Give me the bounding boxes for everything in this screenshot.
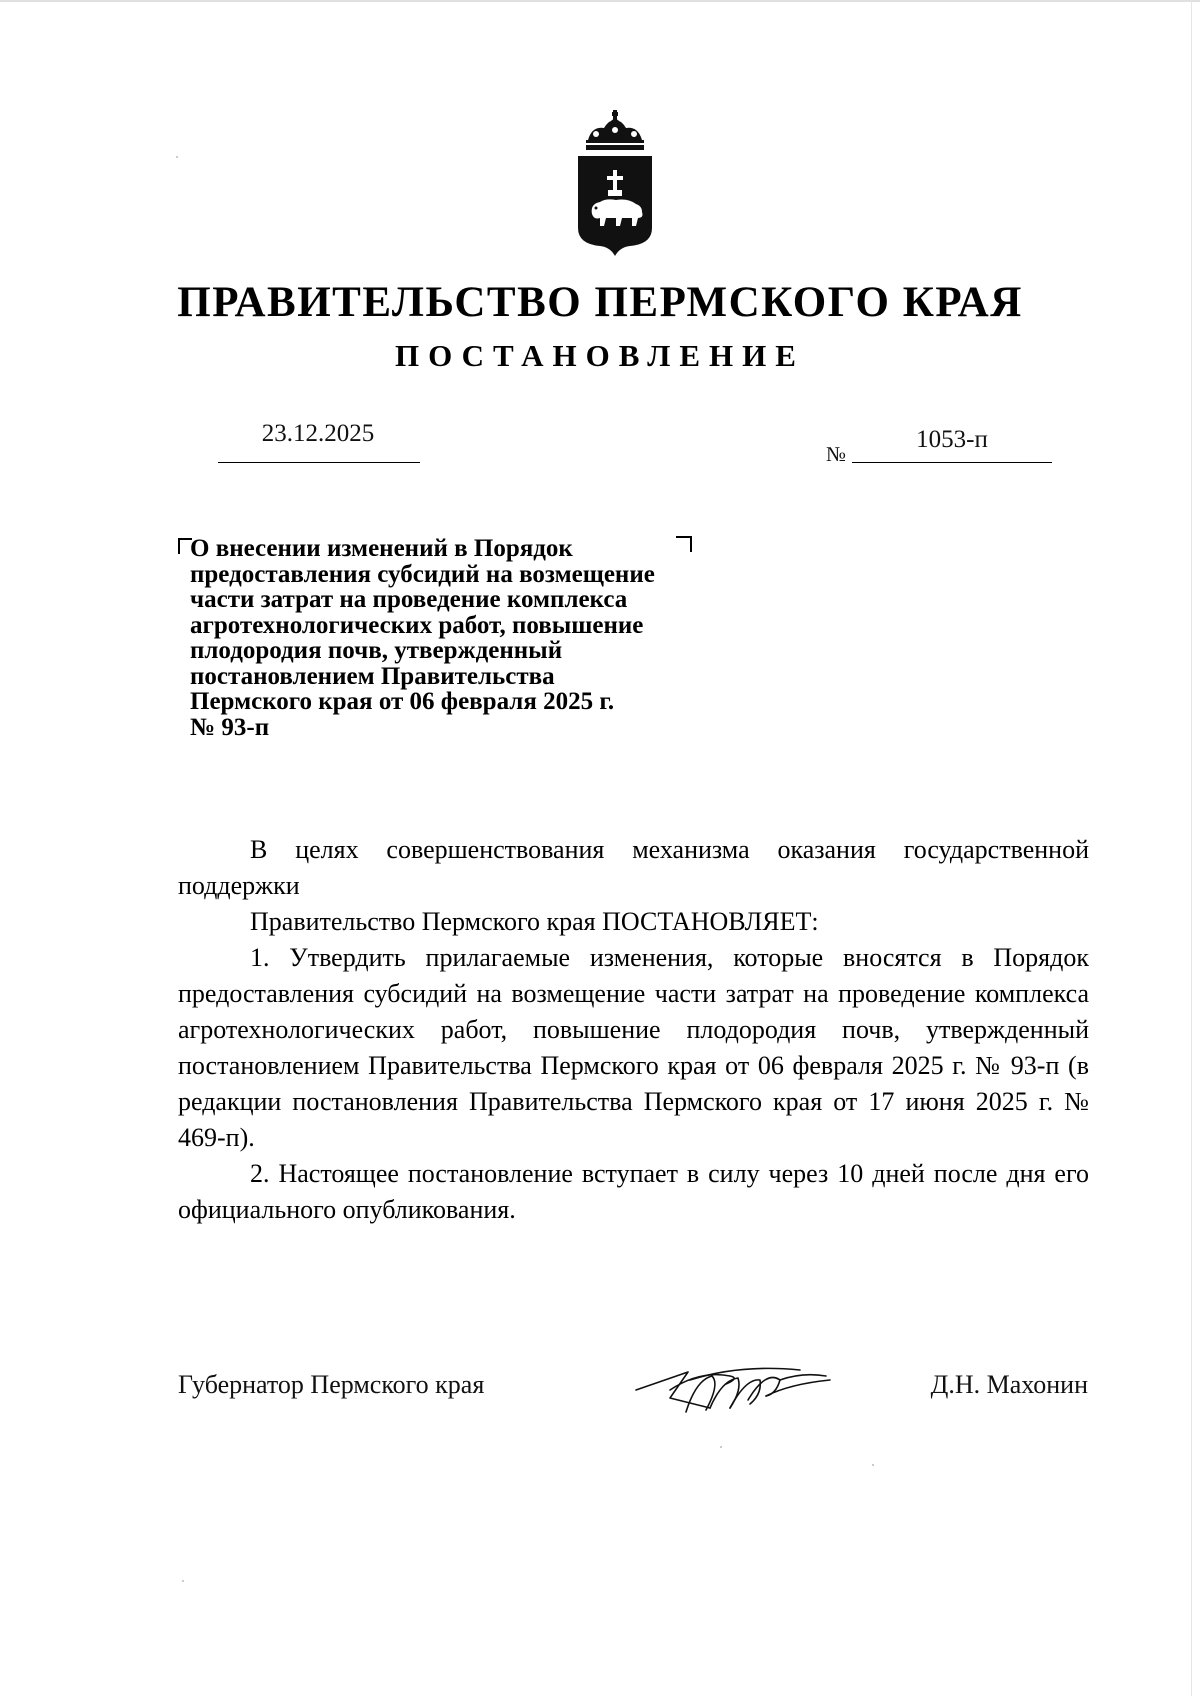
scan-speck [182, 1580, 184, 1582]
subject-line: части затрат на проведение комплекса [190, 586, 628, 613]
scan-speck [872, 1464, 874, 1466]
signatory-name: Д.Н. Махонин [930, 1370, 1088, 1399]
body-paragraph-item-2: 2. Настоящее постановление вступает в силу через 10 дней после дня его официального опубликования. [178, 1159, 1089, 1224]
perm-krai-coat-of-arms-icon [570, 110, 660, 260]
number-sign: № [826, 442, 847, 466]
scan-speck [720, 1446, 722, 1448]
document-number: 1053-п [916, 426, 988, 453]
document-date: 23.12.2025 [261, 420, 375, 447]
document-type-heading: ПОСТАНОВЛЕНИЕ [395, 338, 805, 373]
subject-line: плодородия почв, утвержденный [190, 637, 563, 664]
body-paragraph-resolves: Правительство Пермского края ПОСТАНОВЛЯЕТ: [250, 907, 819, 936]
page-top-border [0, 0, 1200, 2]
signatory-position: Губернатор Пермского края [178, 1370, 485, 1399]
number-underline [852, 462, 1052, 463]
page-right-border [1191, 0, 1192, 1696]
subject-line: О внесении изменений в Порядок [190, 535, 573, 562]
document-subject [190, 536, 750, 740]
government-title: ПРАВИТЕЛЬСТВО ПЕРМСКОГО КРАЯ [177, 279, 1023, 326]
subject-line: Пермского края от 06 февраля 2025 г. [190, 688, 615, 715]
subject-line: агротехнологических работ, повышение [190, 611, 644, 639]
body-paragraph-purpose: В целях совершенствования механизма оказания государственной поддержки [178, 835, 1089, 900]
subject-line: предоставления субсидий на возмещение [190, 560, 655, 588]
handwritten-signature-icon [630, 1350, 850, 1430]
document-body [178, 832, 1089, 1228]
date-underline [218, 462, 420, 463]
scan-speck [176, 156, 178, 158]
body-paragraph-item-1: 1. Утвердить прилагаемые изменения, которые вносятся в Порядок предоставления субсидий на возмещение части затрат на проведение комплекса агротехнологических работ, повышение плодородия почв, утвержденный постановлением Правительства Пермского края от 06 февраля 2025 г. № 93-п (в редакции постановления Правительства Пермского края от 17 июня 2025 г. № 469-п). [178, 943, 1089, 1152]
subject-line: постановлением Правительства [190, 662, 555, 690]
subject-line: № 93-п [190, 713, 270, 741]
